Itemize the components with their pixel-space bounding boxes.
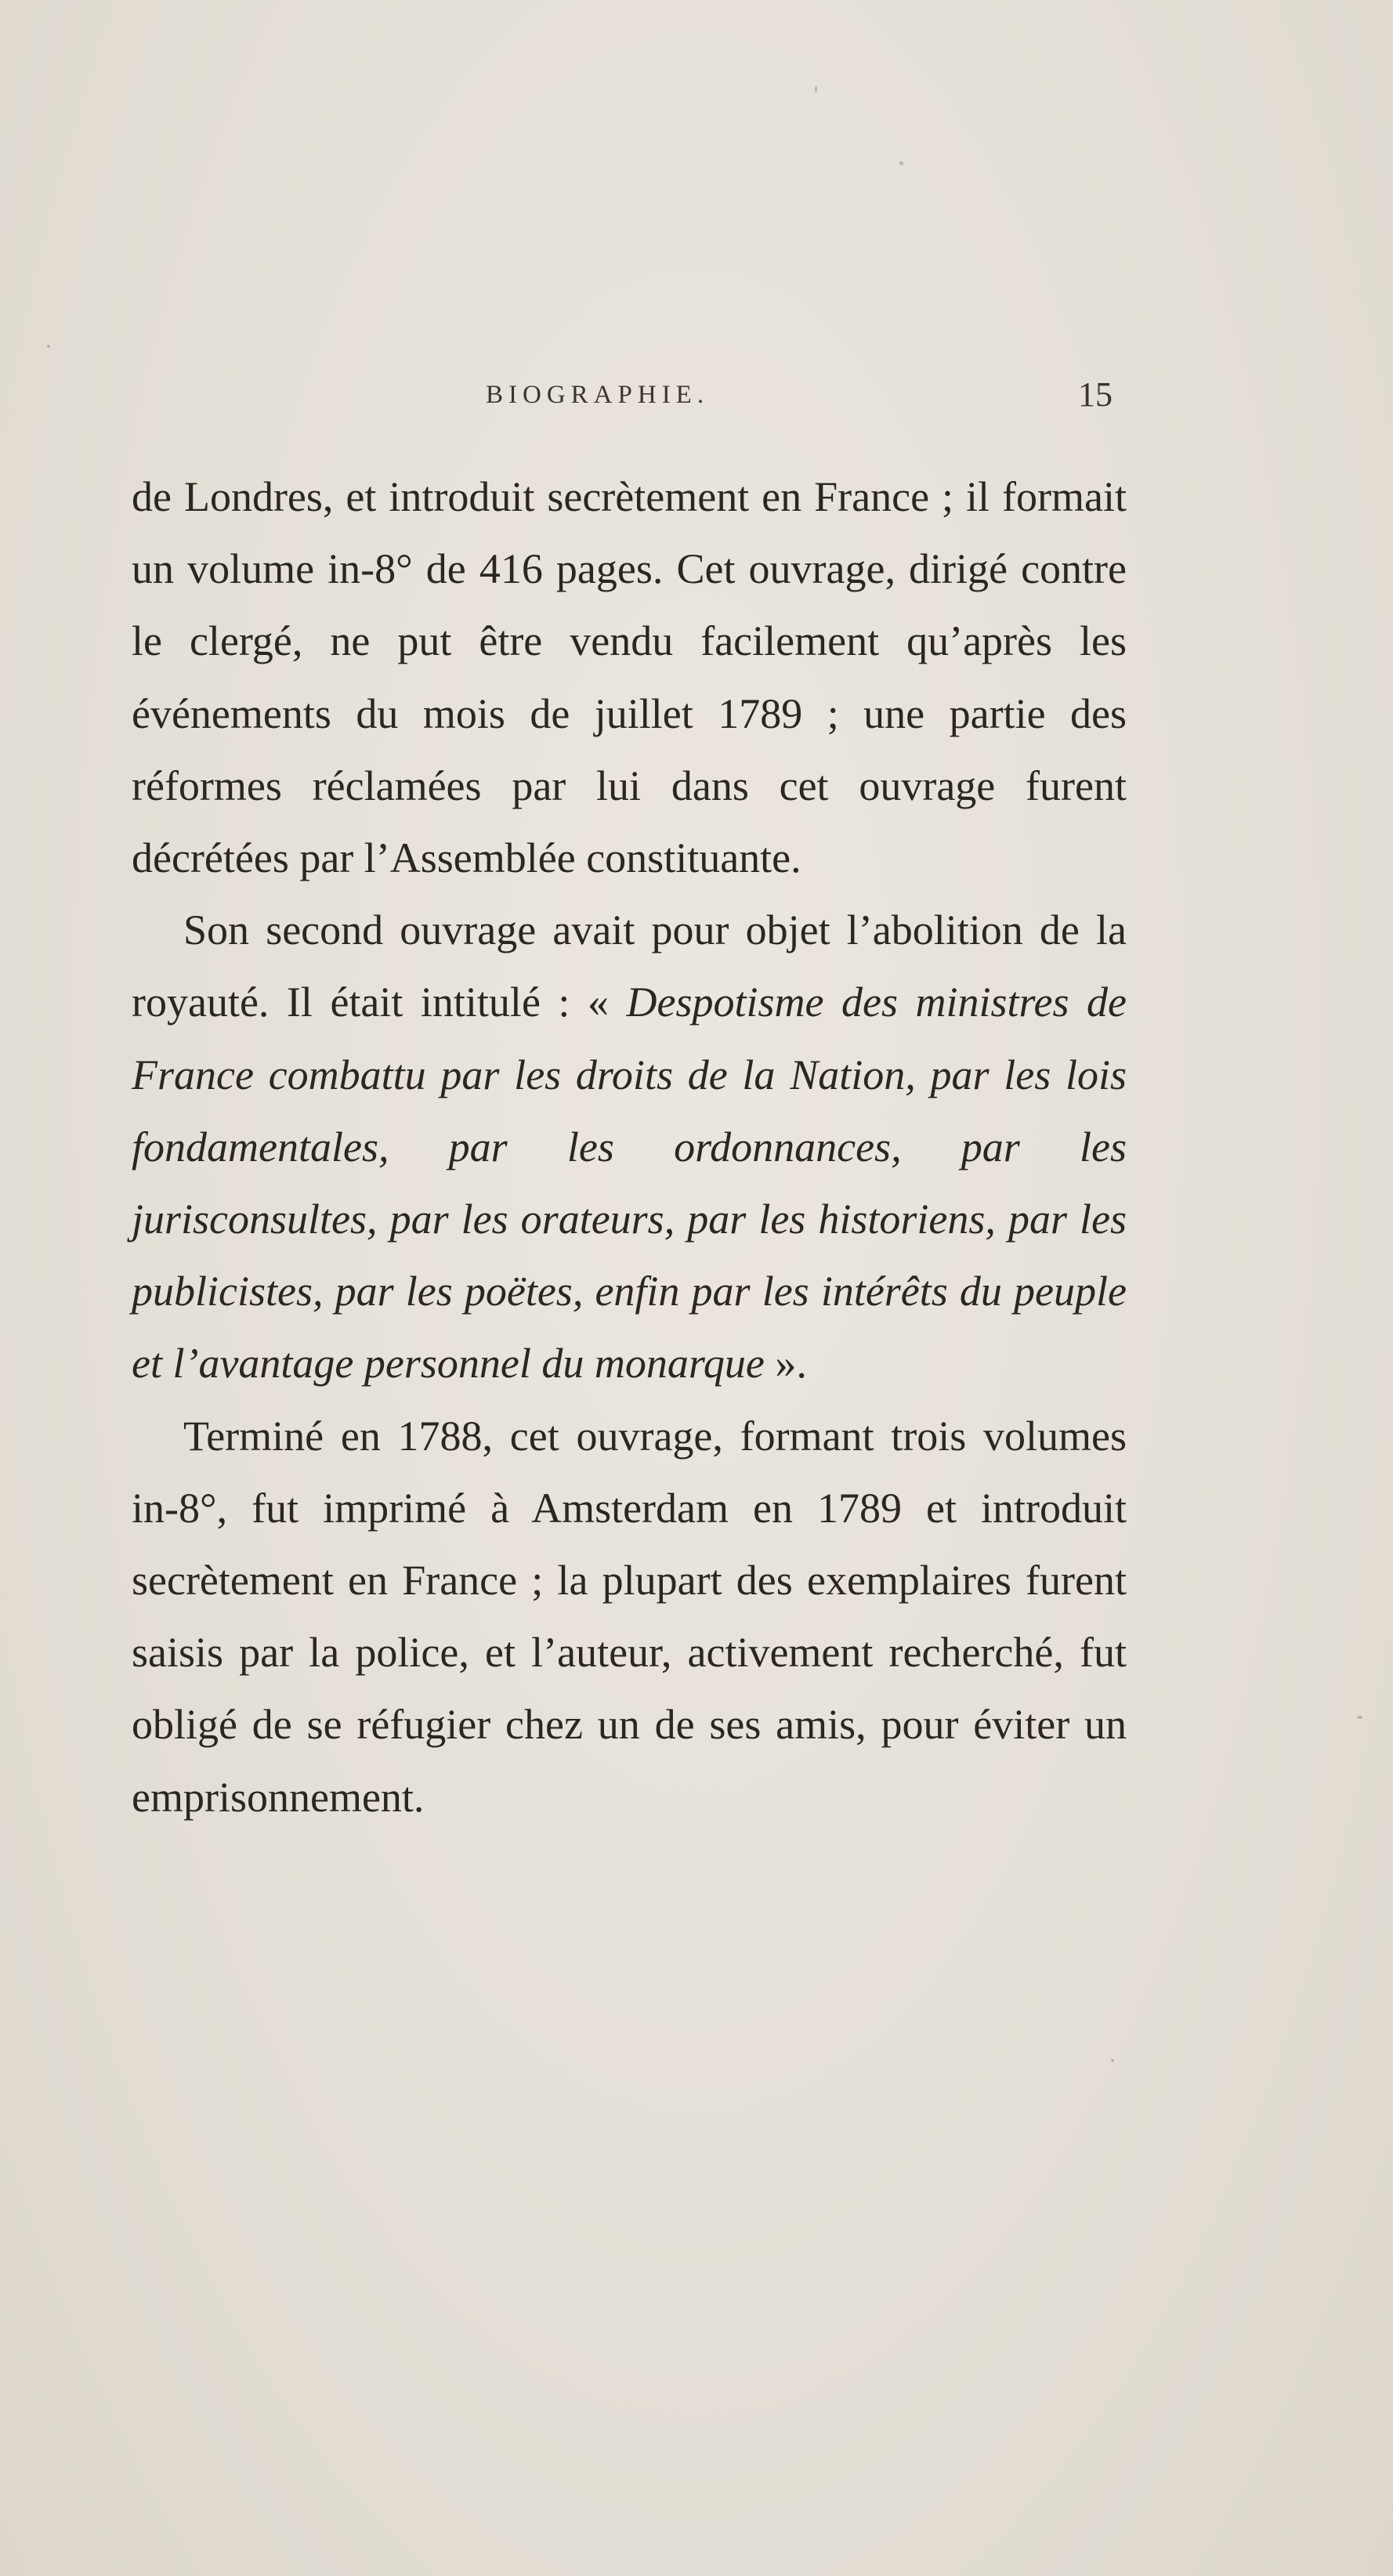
paper-speck (1111, 2059, 1114, 2062)
paragraph-2-intro: Son second ouvrage avait pour objet l’abolition de la royauté. Il était intitulé : « (132, 906, 1127, 1026)
running-title: BIOGRAPHIE. (486, 381, 710, 409)
paper-speck (815, 86, 817, 92)
paper-speck (1357, 1716, 1362, 1719)
running-head (0, 374, 1393, 421)
paragraph-2-close: ». (764, 1340, 807, 1387)
paper-speck (47, 345, 50, 348)
page-number: 15 (1078, 375, 1113, 414)
paragraph-2 (132, 894, 1127, 1399)
paragraph-3: Terminé en 1788, cet ouvrage, formant trois volumes in-8°, fut imprimé à Amsterdam en 1789 et introduit secrètement en France ; la plupart des exemplaires furent saisis par la police, et l’auteur, activement recherché, fut obligé de se réfugier chez un de ses amis, pour éviter un emprisonnement. (132, 1412, 1127, 1821)
paper-speck (899, 161, 903, 165)
work-title: Despotisme des ministres de France combattu par les droits de la Nation, par les lois fondamentales, par les ordonnances, par les jurisconsultes, par les orateurs, par les historiens, par les publicistes, par les poëtes, enfin par les intérêts du peuple et l’avantage personnel du monarque (132, 979, 1127, 1387)
paragraph-1: de Londres, et introduit secrètement en France ; il formait un volume in-8° de 416 pages. Cet ouvrage, dirigé contre le clergé, ne put être vendu facilement qu’après les événements du mois de juillet 1789 ; une partie des réformes réclamées par lui dans cet ouvrage furent décrétées par l’Assemblée constituante. (132, 473, 1127, 882)
body-text (132, 461, 1127, 1833)
